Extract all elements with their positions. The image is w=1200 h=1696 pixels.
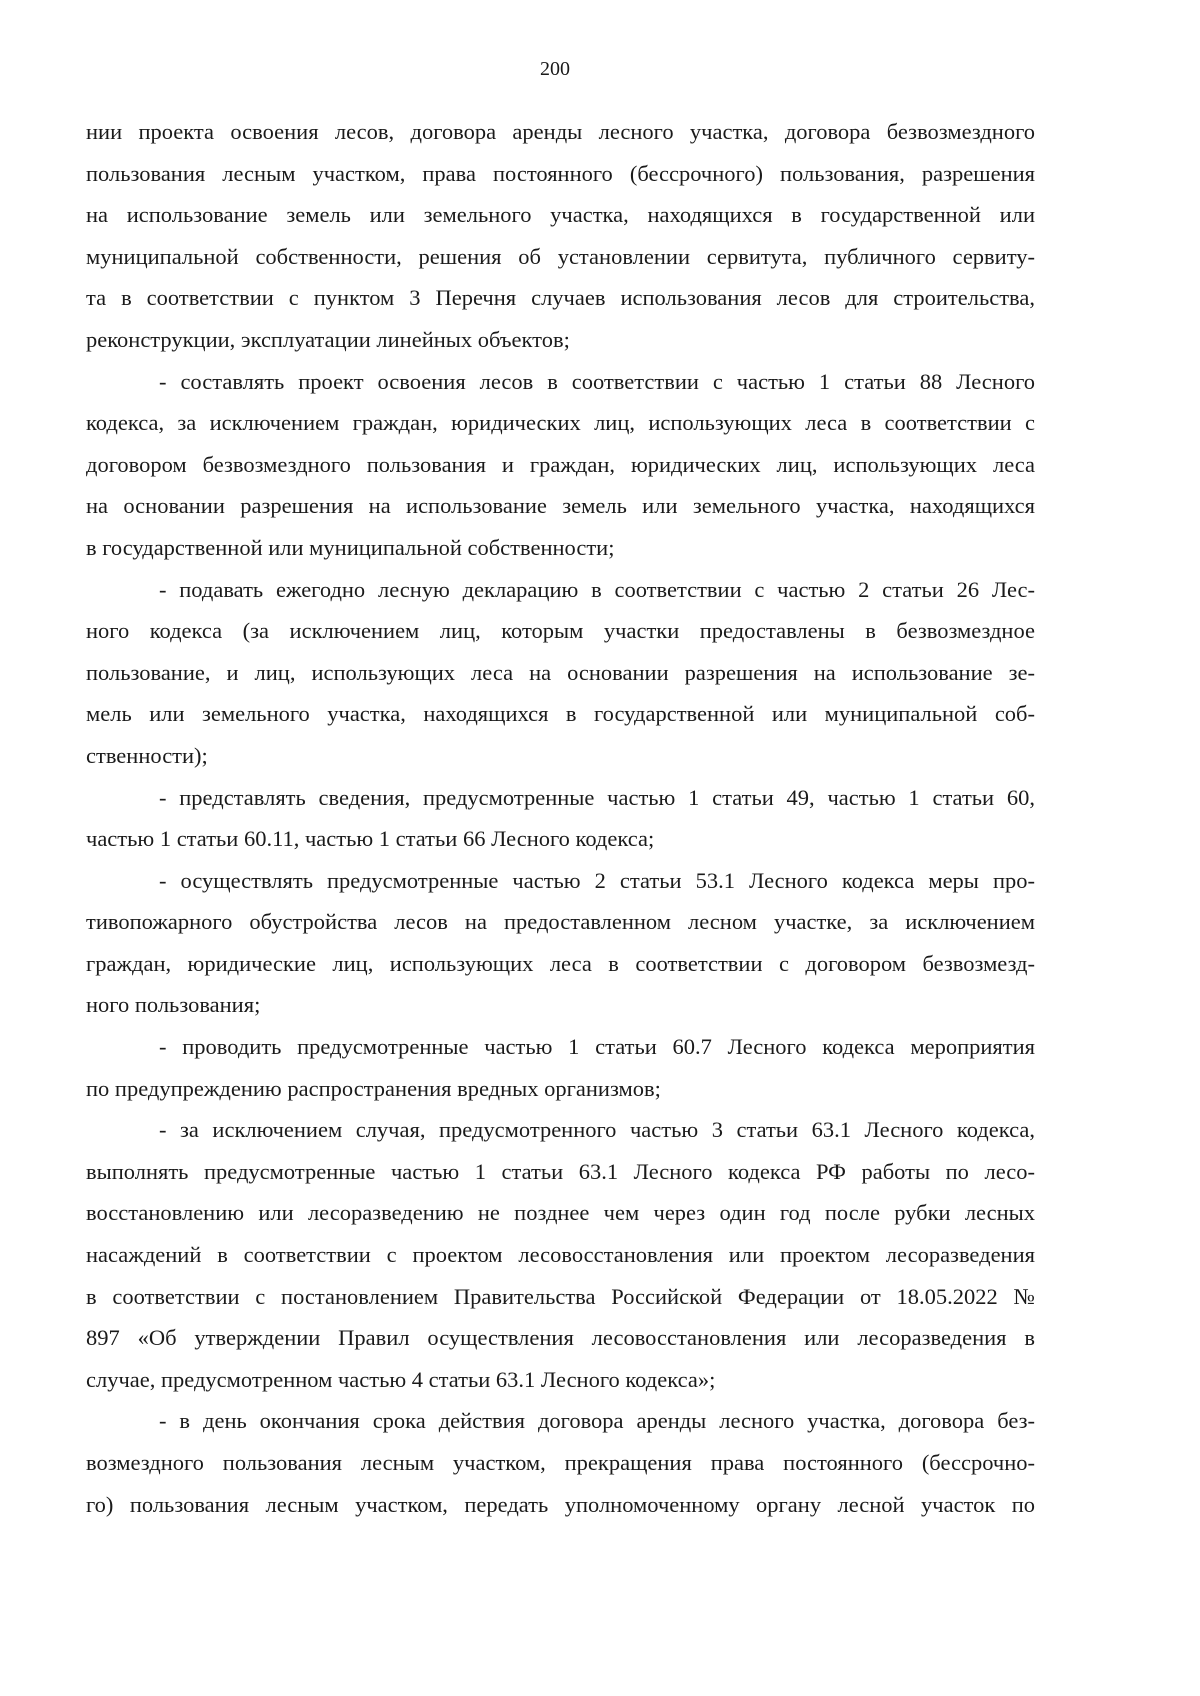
paragraph (86, 1400, 1035, 1525)
text-line: выполнять предусмотренные частью 1 статьи 63.1 Лесного кодекса РФ работы по лесо- (86, 1158, 1035, 1184)
text-line: на основании разрешения на использование земель или земельного участка, находящихся (86, 493, 1035, 519)
text-line: - за исключением случая, предусмотренного частью 3 статьи 63.1 Лесного кодекса, (159, 1117, 1035, 1143)
text-line: - проводить предусмотренные частью 1 статьи 60.7 Лесного кодекса мероприятия (159, 1034, 1035, 1060)
paragraph (86, 777, 1035, 860)
paragraph (86, 860, 1035, 1026)
text-line: договором безвозмездного пользования и граждан, юридических лиц, использующих леса (86, 451, 1035, 477)
text-line: случае, предусмотренном частью 4 статьи 63.1 Лесного кодекса»; (86, 1366, 716, 1392)
text-line: муниципальной собственности, решения об установлении сервитута, публичного сервиту- (86, 243, 1035, 269)
text-line: - составлять проект освоения лесов в соответствии с частью 1 статьи 88 Лесного (159, 368, 1035, 394)
text-line: на использование земель или земельного участка, находящихся в государственной или (86, 202, 1035, 228)
text-line: в государственной или муниципальной собственности; (86, 534, 615, 560)
text-line: го) пользования лесным участком, передать уполномоченному органу лесной участок по (86, 1491, 1035, 1517)
text-line: частью 1 статьи 60.11, частью 1 статьи 66 Лесного кодекса; (86, 826, 655, 852)
text-line: - в день окончания срока действия договора аренды лесного участка, договора без- (159, 1408, 1035, 1434)
text-line: - осуществлять предусмотренные частью 2 статьи 53.1 Лесного кодекса меры про- (159, 867, 1035, 893)
page-number: 200 (540, 58, 570, 80)
text-line: тивопожарного обустройства лесов на предоставленном лесном участке, за исключением (86, 909, 1035, 935)
text-line: ного пользования; (86, 992, 261, 1018)
text-line: нии проекта освоения лесов, договора аренды лесного участка, договора безвозмездного (86, 119, 1035, 144)
paragraph (86, 1026, 1035, 1109)
text-line: насаждений в соответствии с проектом лесовосстановления или проектом лесоразведения (86, 1242, 1035, 1268)
text-line: в соответствии с постановлением Правительства Российской Федерации от 18.05.2022 № (86, 1283, 1035, 1309)
paragraph (86, 1109, 1035, 1400)
text-line: восстановлению или лесоразведению не позднее чем через один год после рубки лесных (86, 1200, 1035, 1226)
text-line: граждан, юридические лиц, использующих леса в соответствии с договором безвозмезд- (86, 950, 1035, 976)
text-line: ного кодекса (за исключением лиц, которым участки предоставлены в безвозмездное (86, 618, 1035, 644)
text-line: 897 «Об утверждении Правил осуществления лесовосстановления или лесоразведения в (86, 1325, 1035, 1351)
text-line: мель или земельного участка, находящихся в государственной или муниципальной соб- (86, 701, 1035, 727)
text-line: та в соответствии с пунктом 3 Перечня случаев использования лесов для строительства, (86, 285, 1035, 311)
text-line: по предупреждению распространения вредных организмов; (86, 1075, 661, 1101)
text-line: реконструкции, эксплуатации линейных объектов; (86, 326, 570, 352)
text-line: - подавать ежегодно лесную декларацию в соответствии с частью 2 статьи 26 Лес- (159, 576, 1035, 602)
paragraph (86, 111, 1035, 361)
paragraph (86, 361, 1035, 569)
text-line: ственности); (86, 742, 208, 768)
paragraph (86, 569, 1035, 777)
text-line: кодекса, за исключением граждан, юридических лиц, использующих леса в соответствии с (86, 410, 1035, 436)
document-body (86, 111, 1035, 1525)
text-line: - представлять сведения, предусмотренные частью 1 статьи 49, частью 1 статьи 60, (159, 784, 1035, 810)
text-line: пользования лесным участком, права постоянного (бессрочного) пользования, разрешения (86, 160, 1035, 186)
text-line: возмездного пользования лесным участком, прекращения права постоянного (бессрочно- (86, 1450, 1035, 1475)
text-line: пользование, и лиц, использующих леса на основании разрешения на использование зе- (86, 659, 1035, 685)
